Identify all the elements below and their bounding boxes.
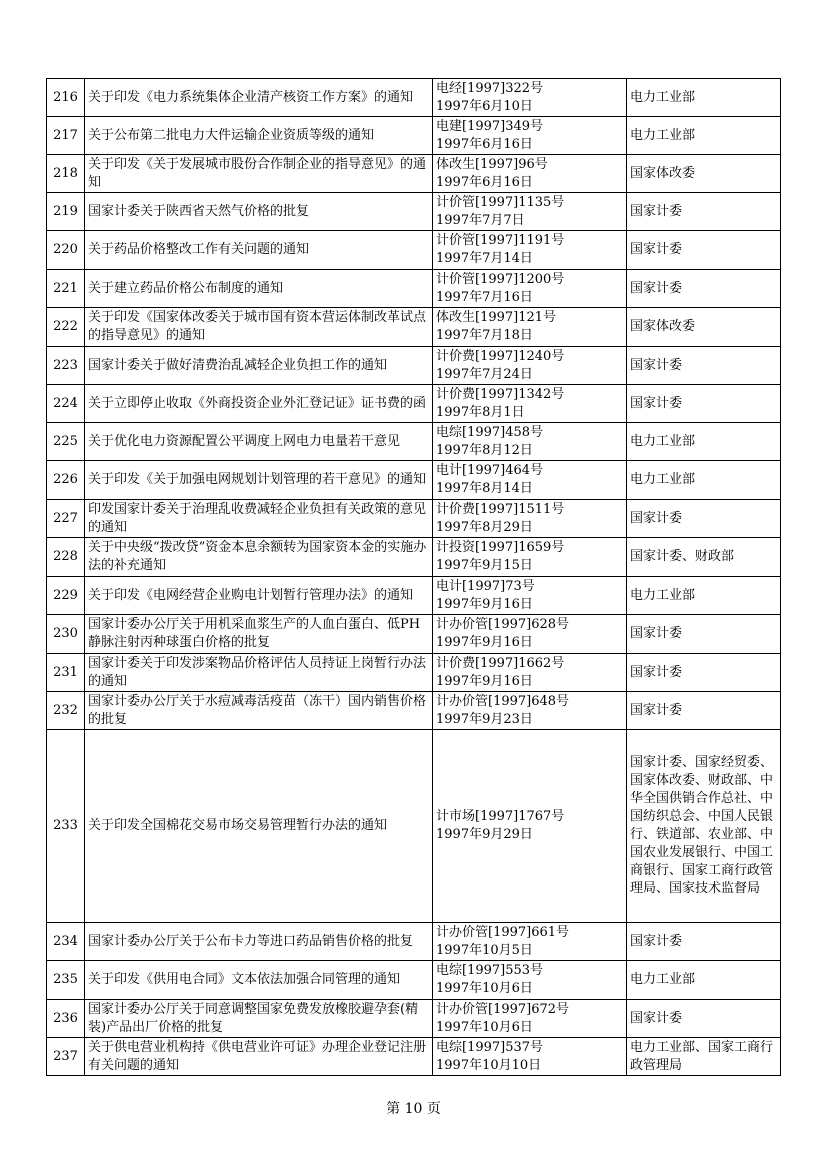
- row-number: 226: [47, 461, 85, 500]
- page-footer: [0, 1098, 827, 1118]
- table-row: [47, 308, 781, 347]
- table-row: [47, 1000, 781, 1038]
- row-issuer: 国家计委: [627, 1000, 781, 1038]
- row-title: 关于供电营业机构持《供电营业许可证》办理企业登记注册有关问题的通知: [85, 1038, 433, 1076]
- row-doc-code: 计办价管[1997]628号 1997年9月16日: [433, 615, 627, 654]
- row-number: 224: [47, 385, 85, 423]
- row-title: 关于建立药品价格公布制度的通知: [85, 270, 433, 308]
- row-number: 233: [47, 730, 85, 923]
- table-body: [47, 79, 781, 1076]
- row-issuer: 电力工业部: [627, 461, 781, 500]
- row-doc-code: 电建[1997]349号 1997年6月16日: [433, 117, 627, 155]
- row-doc-code: 体改生[1997]121号 1997年7月18日: [433, 308, 627, 347]
- row-title: 关于印发《供用电合同》文本依法加强合同管理的通知: [85, 961, 433, 1000]
- row-number: 228: [47, 538, 85, 577]
- table-row: [47, 692, 781, 730]
- table-row: [47, 577, 781, 615]
- row-number: 223: [47, 347, 85, 385]
- row-number: 235: [47, 961, 85, 1000]
- row-issuer: 国家计委: [627, 193, 781, 231]
- table-row: [47, 461, 781, 500]
- row-title: 关于中央级“拨改贷”资金本息余额转为国家资本金的实施办法的补充通知: [85, 538, 433, 577]
- row-issuer: 电力工业部: [627, 423, 781, 461]
- row-issuer: 国家计委: [627, 385, 781, 423]
- row-title: 关于印发《国家体改委关于城市国有资本营运体制改革试点的指导意见》的通知: [85, 308, 433, 347]
- table-row: [47, 1038, 781, 1076]
- row-doc-code: 计价费[1997]1511号 1997年8月29日: [433, 500, 627, 538]
- row-title: 关于印发《关于发展城市股份合作制企业的指导意见》的通知: [85, 155, 433, 193]
- row-number: 221: [47, 270, 85, 308]
- row-issuer: 国家计委: [627, 692, 781, 730]
- table-row: [47, 654, 781, 692]
- row-issuer: 国家体改委: [627, 308, 781, 347]
- row-number: 219: [47, 193, 85, 231]
- row-title: 关于公布第二批电力大件运输企业资质等级的通知: [85, 117, 433, 155]
- row-number: 227: [47, 500, 85, 538]
- row-issuer: 电力工业部、国家工商行政管理局: [627, 1038, 781, 1076]
- row-title: 国家计委办公厅关于同意调整国家免费发放橡胶避孕套(精装)产品出厂价格的批复: [85, 1000, 433, 1038]
- row-title: 关于印发《电力系统集体企业清产核资工作方案》的通知: [85, 79, 433, 117]
- row-doc-code: 计办价管[1997]648号 1997年9月23日: [433, 692, 627, 730]
- row-title: 印发国家计委关于治理乱收费减轻企业负担有关政策的意见的通知: [85, 500, 433, 538]
- row-number: 237: [47, 1038, 85, 1076]
- row-issuer: 电力工业部: [627, 961, 781, 1000]
- table-row: [47, 423, 781, 461]
- row-doc-code: 计价费[1997]1240号 1997年7月24日: [433, 347, 627, 385]
- table-row: [47, 730, 781, 923]
- row-issuer: 国家计委、国家经贸委、国家体改委、财政部、中华全国供销合作总社、中国纺织总会、中国人民银行、铁道部、农业部、中国农业发展银行、中国工商银行、国家工商行政管理局、国家技术监督局: [627, 730, 781, 923]
- table-row: [47, 117, 781, 155]
- table-row: [47, 615, 781, 654]
- table-row: [47, 79, 781, 117]
- row-title: 国家计委关于印发涉案物品价格评估人员持证上岗暂行办法的通知: [85, 654, 433, 692]
- table-row: [47, 500, 781, 538]
- row-title: 国家计委关于陕西省天然气价格的批复: [85, 193, 433, 231]
- row-issuer: 电力工业部: [627, 117, 781, 155]
- row-issuer: 国家计委: [627, 231, 781, 270]
- row-number: 234: [47, 923, 85, 961]
- row-issuer: 国家计委、财政部: [627, 538, 781, 577]
- row-doc-code: 电综[1997]537号 1997年10月10日: [433, 1038, 627, 1076]
- row-number: 229: [47, 577, 85, 615]
- row-title: 关于印发《电网经营企业购电计划暂行管理办法》的通知: [85, 577, 433, 615]
- row-title: 国家计委关于做好清费治乱减轻企业负担工作的通知: [85, 347, 433, 385]
- table-row: [47, 155, 781, 193]
- row-doc-code: 计投资[1997]1659号 1997年9月15日: [433, 538, 627, 577]
- row-doc-code: 计价管[1997]1200号 1997年7月16日: [433, 270, 627, 308]
- row-number: 222: [47, 308, 85, 347]
- row-title: 关于印发全国棉花交易市场交易管理暂行办法的通知: [85, 730, 433, 923]
- row-issuer: 国家计委: [627, 347, 781, 385]
- row-doc-code: 电经[1997]322号 1997年6月10日: [433, 79, 627, 117]
- row-number: 232: [47, 692, 85, 730]
- row-title: 国家计委办公厅关于公布卡力等进口药品销售价格的批复: [85, 923, 433, 961]
- row-issuer: 国家体改委: [627, 155, 781, 193]
- row-issuer: 国家计委: [627, 270, 781, 308]
- row-doc-code: 电计[1997]73号 1997年9月16日: [433, 577, 627, 615]
- row-title: 关于优化电力资源配置公平调度上网电力电量若干意见: [85, 423, 433, 461]
- row-issuer: 电力工业部: [627, 577, 781, 615]
- row-number: 220: [47, 231, 85, 270]
- row-doc-code: 计市场[1997]1767号 1997年9月29日: [433, 730, 627, 923]
- row-doc-code: 计价费[1997]1662号 1997年9月16日: [433, 654, 627, 692]
- row-doc-code: 电综[1997]553号 1997年10月6日: [433, 961, 627, 1000]
- row-title: 关于药品价格整改工作有关问题的通知: [85, 231, 433, 270]
- table-row: [47, 231, 781, 270]
- table-row: [47, 385, 781, 423]
- row-number: 218: [47, 155, 85, 193]
- row-doc-code: 电综[1997]458号 1997年8月12日: [433, 423, 627, 461]
- row-doc-code: 电计[1997]464号 1997年8月14日: [433, 461, 627, 500]
- table-row: [47, 270, 781, 308]
- row-title: 关于立即停止收取《外商投资企业外汇登记证》证书费的函: [85, 385, 433, 423]
- table-row: [47, 347, 781, 385]
- row-doc-code: 体改生[1997]96号 1997年6月16日: [433, 155, 627, 193]
- document-table: [46, 78, 781, 1076]
- row-title: 国家计委办公厅关于用机采血浆生产的人血白蛋白、低PH静脉注射丙种球蛋白价格的批复: [85, 615, 433, 654]
- row-issuer: 国家计委: [627, 615, 781, 654]
- row-number: 231: [47, 654, 85, 692]
- row-doc-code: 计办价管[1997]661号 1997年10月5日: [433, 923, 627, 961]
- row-number: 236: [47, 1000, 85, 1038]
- row-number: 216: [47, 79, 85, 117]
- row-doc-code: 计价费[1997]1342号 1997年8月1日: [433, 385, 627, 423]
- row-doc-code: 计办价管[1997]672号 1997年10月6日: [433, 1000, 627, 1038]
- table-row: [47, 538, 781, 577]
- row-doc-code: 计价管[1997]1191号 1997年7月14日: [433, 231, 627, 270]
- row-issuer: 国家计委: [627, 500, 781, 538]
- row-number: 225: [47, 423, 85, 461]
- row-issuer: 国家计委: [627, 923, 781, 961]
- table-row: [47, 923, 781, 961]
- table-row: [47, 193, 781, 231]
- page-number: 第 10 页: [386, 1101, 441, 1117]
- row-number: 230: [47, 615, 85, 654]
- table-row: [47, 961, 781, 1000]
- row-title: 关于印发《关于加强电网规划计划管理的若干意见》的通知: [85, 461, 433, 500]
- row-number: 217: [47, 117, 85, 155]
- row-doc-code: 计价管[1997]1135号 1997年7月7日: [433, 193, 627, 231]
- row-title: 国家计委办公厅关于水痘减毒活疫苗（冻干）国内销售价格的批复: [85, 692, 433, 730]
- row-issuer: 电力工业部: [627, 79, 781, 117]
- row-issuer: 国家计委: [627, 654, 781, 692]
